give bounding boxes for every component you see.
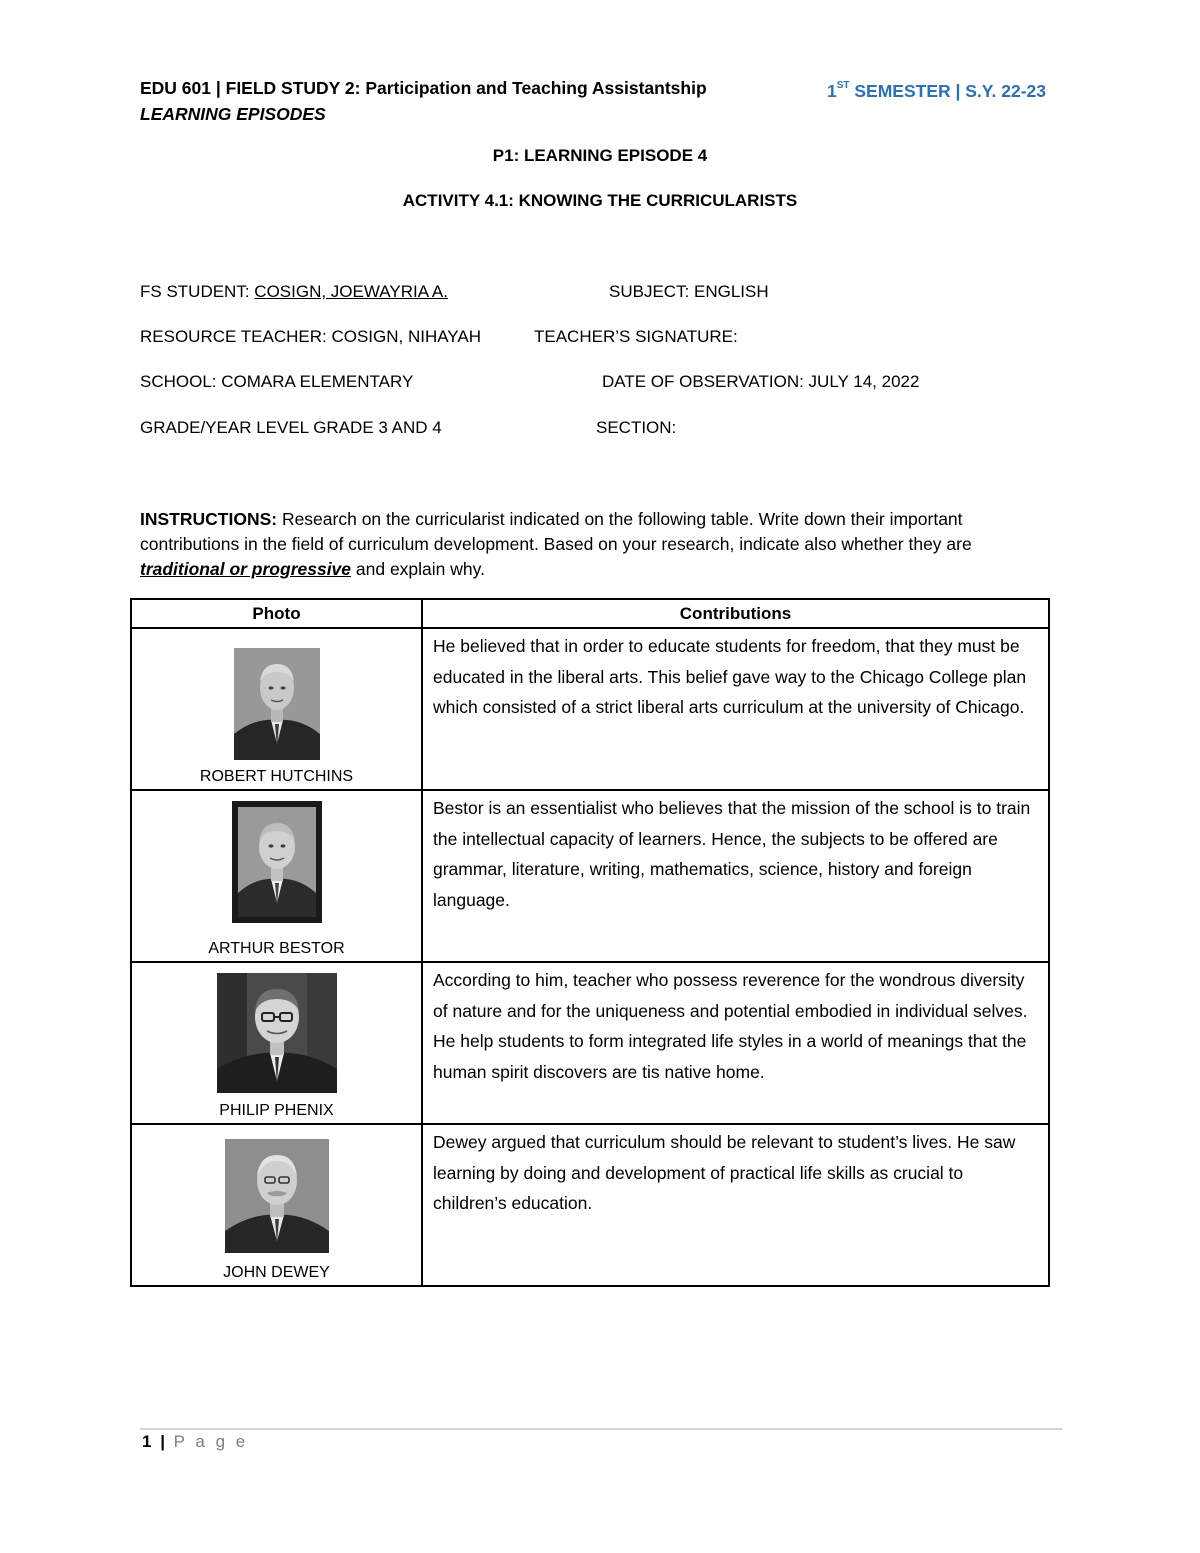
course-title: EDU 601 | FIELD STUDY 2: Participation and Teaching Assistantship xyxy=(140,78,707,98)
subject-field: SUBJECT: ENGLISH xyxy=(609,282,769,301)
section-field: SECTION: xyxy=(596,418,677,437)
portrait-photo xyxy=(225,1139,329,1253)
footer-divider xyxy=(140,1428,1062,1430)
table-row xyxy=(131,962,1049,1124)
portrait-photo xyxy=(234,648,320,760)
header-subtitle: LEARNING EPISODES xyxy=(140,104,326,124)
instructions-paragraph xyxy=(140,507,1060,582)
contributions-column-header: Contributions xyxy=(422,599,1049,628)
school-field: SCHOOL: COMARA ELEMENTARY xyxy=(140,372,414,391)
semester-text: SEMESTER | S.Y. 22-23 xyxy=(849,80,1046,101)
photo-cell xyxy=(131,790,422,962)
curricularist-name: ROBERT HUTCHINS xyxy=(199,768,354,785)
fs-student-value: COSIGN, JOEWAYRIA A. xyxy=(254,282,448,301)
page-separator: | xyxy=(153,1432,174,1451)
instructions-text-2: and explain why. xyxy=(351,559,485,579)
curricularists-table xyxy=(130,598,1050,1287)
table-row xyxy=(131,790,1049,962)
page-word: P a g e xyxy=(173,1432,249,1451)
teacher-signature-field: TEACHER’S SIGNATURE: xyxy=(534,327,738,346)
table-row xyxy=(131,1124,1049,1286)
fs-student-field xyxy=(140,282,448,302)
curricularist-name: JOHN DEWEY xyxy=(223,1264,330,1281)
photo-cell xyxy=(131,962,422,1124)
document-header xyxy=(140,75,707,127)
semester-number: 1 xyxy=(826,80,837,101)
table-row xyxy=(131,628,1049,790)
page-footer xyxy=(142,1432,248,1452)
contribution-cell: According to him, teacher who possess reverence for the wondrous diversity of nature and for the uniqueness and potential embodied in individual selves. He help students to form integrated life styles in a world of meanings that the human spirit discovers are tis native home. xyxy=(422,962,1049,1124)
table-header-row xyxy=(131,599,1049,628)
contribution-cell: Dewey argued that curriculum should be relevant to student’s lives. He saw learning by doing and development of practical life skills as crucial to children’s education. xyxy=(422,1124,1049,1286)
grade-level-field: GRADE/YEAR LEVEL GRADE 3 AND 4 xyxy=(140,418,442,437)
instructions-emphasis: traditional or progressive xyxy=(140,559,352,579)
instructions-text-1: Research on the curricularist indicated on the following table. Write down their important contributions in the field of curriculum development. Based on your research, indicate also whether they are xyxy=(140,509,972,554)
page-number: 1 xyxy=(142,1432,154,1451)
photo-column-header: Photo xyxy=(131,599,422,628)
portrait-photo xyxy=(232,801,322,923)
fs-student-label: FS STUDENT: xyxy=(140,282,255,301)
semester-label xyxy=(827,75,1046,104)
resource-teacher-field: RESOURCE TEACHER: COSIGN, NIHAYAH xyxy=(140,327,481,346)
curricularist-name: PHILIP PHENIX xyxy=(219,1102,334,1119)
instructions-label: INSTRUCTIONS: xyxy=(140,509,278,529)
observation-date-field: DATE OF OBSERVATION: JULY 14, 2022 xyxy=(602,372,920,391)
photo-cell xyxy=(131,1124,422,1286)
semester-ordinal: ST xyxy=(836,80,850,91)
photo-cell xyxy=(131,628,422,790)
contribution-cell: Bestor is an essentialist who believes that the mission of the school is to train the intellectual capacity of learners. Hence, the subjects to be offered are grammar, literature, writing, mathematics, science, history and foreign language. xyxy=(422,790,1049,962)
contribution-cell: He believed that in order to educate students for freedom, that they must be educated in the liberal arts. This belief gave way to the Chicago College plan which consisted of a strict liberal arts curriculum at the university of Chicago. xyxy=(422,628,1049,790)
activity-title: ACTIVITY 4.1: KNOWING THE CURRICULARISTS xyxy=(402,191,798,210)
portrait-photo xyxy=(217,973,337,1093)
curricularist-name: ARTHUR BESTOR xyxy=(208,940,345,957)
episode-title: P1: LEARNING EPISODE 4 xyxy=(492,146,708,165)
